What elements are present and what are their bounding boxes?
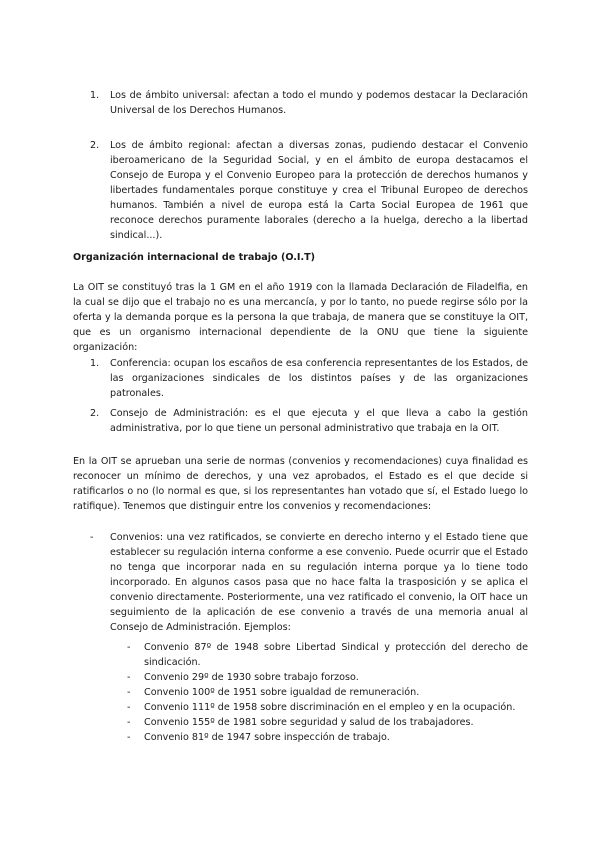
dash-marker: -	[127, 687, 131, 698]
example-text: Convenio 87º de 1948 sobre Libertad Sindical y protección del derecho de sindicación.	[144, 642, 528, 668]
example-item	[127, 685, 528, 700]
example-text: Convenio 29º de 1930 sobre trabajo forzoso.	[144, 672, 359, 683]
example-text: Convenio 111º de 1958 sobre discriminación en el empleo y en la ocupación.	[144, 702, 516, 713]
norms-paragraph: En la OIT se aprueban una serie de normas (convenios y recomendaciones) cuya finalidad es reconocer un mínimo de derechos, y una vez aprobados, el Estado es el que decide si ratificarlos o no (lo normal es que, si los representantes han votado que sí, el Estado luego lo ratifique). Tenemos que distinguir entre los convenios y recomendaciones:	[73, 456, 528, 512]
list-item-text: Conferencia: ocupan los escaños de esa conferencia representantes de los Estados, de las organizaciones sindicales de los distintos países y de las organizaciones patronales.	[110, 358, 528, 399]
dash-marker: -	[127, 732, 131, 743]
section-heading: Organización internacional de trabajo (O.I.T)	[73, 252, 316, 263]
example-text: Convenio 100º de 1951 sobre igualdad de remuneración.	[144, 687, 420, 698]
example-item	[127, 640, 528, 670]
oit-intro-paragraph: La OIT se constituyó tras la 1 GM en el año 1919 con la llamada Declaración de Filadelfia, en la cual se dijo que el trabajo no es una mercancía, y por lo tanto, no puede regirse sólo por la oferta y la demanda porque es la persona la que trabaja, de manera que se constituye la OIT, que es un organismo internacional dependiente de la ONU que tiene la siguiente organización:	[73, 282, 528, 353]
list-item-text: Consejo de Administración: es el que ejecuta y el que lleva a cabo la gestión administrativa, por lo que tiene un personal administrativo que trabaja en la OIT.	[110, 408, 528, 434]
example-item	[127, 700, 528, 715]
example-item	[127, 670, 528, 685]
dash-marker: -	[127, 717, 131, 728]
list-number: 1.	[90, 358, 100, 369]
example-item	[127, 730, 528, 745]
dash-marker: -	[127, 642, 131, 653]
list-item-text: Los de ámbito universal: afectan a todo el mundo y podemos destacar la Declaración Universal de los Derechos Humanos.	[110, 90, 528, 116]
dash-marker: -	[90, 532, 94, 543]
example-item	[127, 715, 528, 730]
list-item-text: Los de ámbito regional: afectan a diversas zonas, pudiendo destacar el Convenio iberoamericano de la Seguridad Social, y en el ámbito de europa destacamos el Consejo de Europa y el Convenio Europeo para la protección de derechos humanos y libertades fundamentales porque constituye y crea el Tribunal Europeo de derechos humanos. También a nivel de europa está la Carta Social Europea de 1961 que reconoce derechos puramente laborales (derecho a la huelga, derecho a la libertad sindical...).	[110, 140, 528, 241]
dash-marker: -	[127, 672, 131, 683]
examples-list	[127, 640, 528, 745]
list-number: 1.	[90, 90, 100, 101]
convenios-text: Convenios: una vez ratificados, se convierte en derecho interno y el Estado tiene que establecer su regulación interna conforme a ese convenio. Puede ocurrir que el Estado no tenga que incorporar nada en su regulación interna porque ya lo tiene todo incorporado. En algunos casos pasa que no hace falta la trasposición y se aplica el convenio directamente. Posteriormente, una vez ratificado el convenio, la OIT hace un seguimiento de la aplicación de ese convenio a través de una memoria anual al Consejo de Administración. Ejemplos:	[110, 532, 528, 633]
example-text: Convenio 81º de 1947 sobre inspección de trabajo.	[144, 732, 390, 743]
dash-marker: -	[127, 702, 131, 713]
example-text: Convenio 155º de 1981 sobre seguridad y salud de los trabajadores.	[144, 717, 474, 728]
list-number: 2.	[90, 408, 100, 419]
list-number: 2.	[90, 140, 100, 151]
